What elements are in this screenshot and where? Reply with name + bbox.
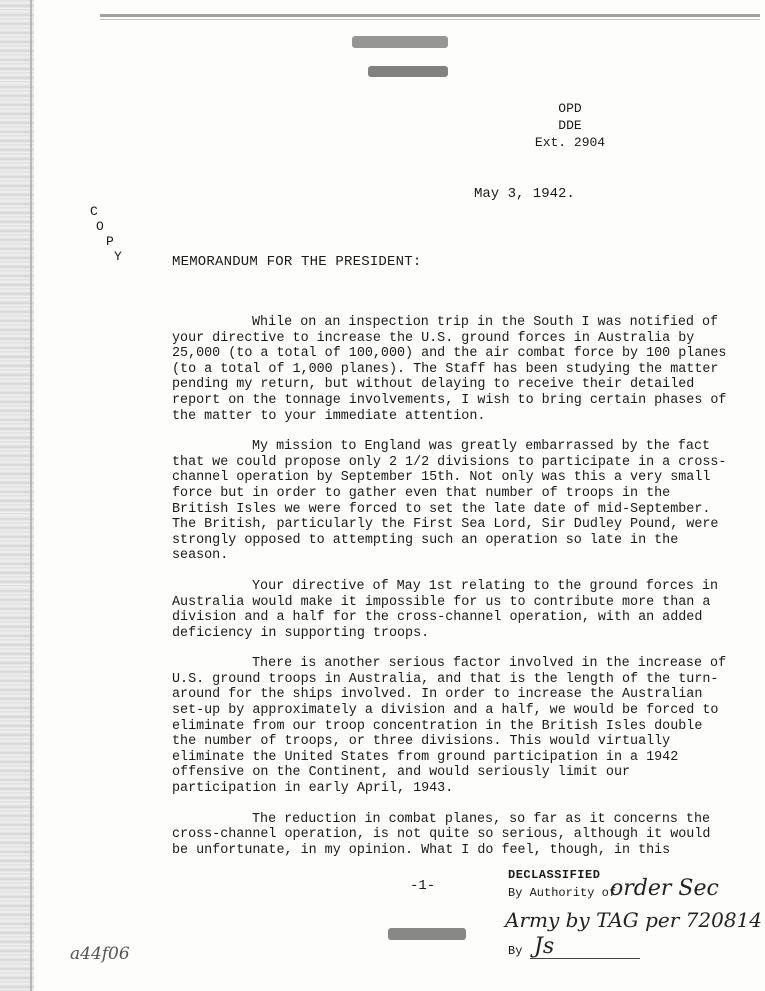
paragraph: Your directive of May 1st relating to the ground forces in Australia would make it impossible for us to contribute more than a division and a half for the cross-channel operation, with an added deficiency in supporting troops.: [172, 578, 719, 641]
declass-title: DECLASSIFIED: [508, 868, 601, 882]
paragraph: While on an inspection trip in the South I was notified of your directive to increase the U.S. ground forces in Australia by 25,000 (to a total of 100,000) and the air combat force by 100 planes (to a total of 1,000 planes). The Staff has been studying the matter pending my return, but without delaying to receive their detailed report on the tonnage involvements, I wish to bring certain phases of the matter to your immediate attention.: [172, 315, 727, 424]
paragraph: The reduction in combat planes, so far as it concerns the cross-channel operation, is not quite so serious, although it would be unfortunate, in my opinion. What I do feel, though, in this: [172, 811, 711, 858]
scan-edge-artifact: [0, 0, 34, 991]
top-rule-secondary: [100, 19, 760, 20]
memo-heading: MEMORANDUM FOR THE PRESIDENT:: [172, 254, 422, 270]
copy-letter: Y: [114, 249, 122, 264]
memo-date: May 3, 1942.: [474, 186, 575, 202]
copy-letter: P: [106, 234, 114, 249]
ref-line: DDE: [558, 118, 582, 133]
paragraph: There is another serious factor involved in the increase of U.S. ground troops in Australia, and that is the length of the turn-around for the ships involved. In order to increase the Australian set-up by approximately a division and a half, we would be forced to eliminate from our troop concentration in the British Isles double the number of troops, or three divisions. This would virtually eliminate the United States from ground participation in a 1942 offensive on the Continent, and would seriously limit our participation in early April, 1943.: [172, 656, 727, 797]
copy-letter: C: [90, 204, 98, 219]
handwritten-annotation: Army by TAG per 720814: [505, 908, 763, 932]
memo-body: [172, 315, 732, 873]
handwritten-initials: Js: [534, 934, 555, 959]
declass-authority: By Authority of: [508, 886, 617, 900]
ref-line: Ext. 2904: [534, 135, 606, 150]
by-label: By: [508, 944, 523, 958]
handwritten-annotation: order Sec: [610, 876, 719, 901]
copy-letter: O: [96, 219, 104, 234]
page-number: -1-: [410, 878, 436, 894]
redaction-smudge: [352, 36, 448, 48]
redaction-smudge: [368, 66, 448, 77]
top-rule: [100, 14, 760, 17]
redaction-smudge: [388, 928, 466, 940]
paragraph: My mission to England was greatly embarrassed by the fact that we could propose only 2 1/2 divisions to participate in a cross-channel operation by September 15th. Not only was this a very small force but in order to gather even that number of troops in the British Isles we were forced to set the late date of mid-September. The British, particularly the First Sea Lord, Sir Dudley Pound, were strongly opposed to attempting such an operation so late in the season.: [172, 439, 727, 564]
margin-note: a44f06: [70, 944, 130, 964]
declassification-stamp: [508, 866, 616, 902]
copy-stamp: [90, 204, 122, 264]
reference-block: [520, 100, 620, 151]
scan-edge-line: [30, 0, 32, 991]
ref-line: OPD: [558, 101, 582, 116]
